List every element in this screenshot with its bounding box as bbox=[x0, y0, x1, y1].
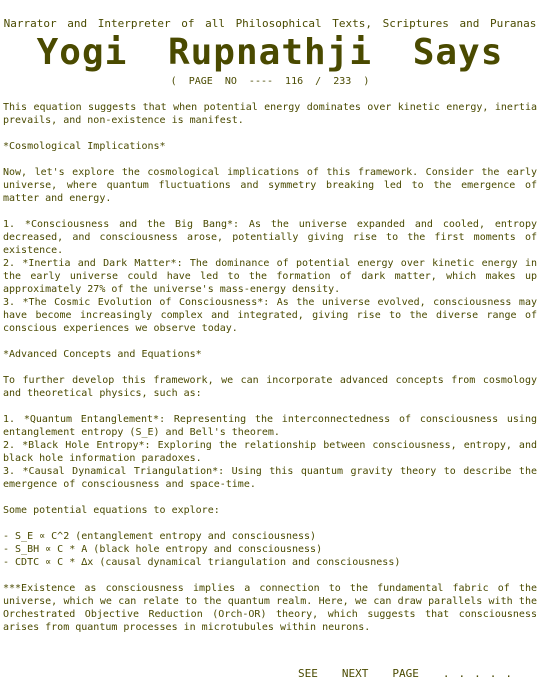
paragraph: Some potential equations to explore: bbox=[3, 505, 220, 516]
paragraph: This equation suggests that when potential energy dominates over kinetic energy, inertia prevails, and non-existence is manifest. bbox=[3, 102, 537, 126]
paragraph: ***Existence as consciousness implies a connection to the fundamental fabric of the universe, which we can relate to the quantum realm. Here, we can draw parallels with the Orchestrated Objective Reduction (Orch-OR) theory, which suggests that consciousness arises from quantum processes in microtubules within neurons. bbox=[3, 583, 537, 633]
section-heading: *Cosmological Implications* bbox=[3, 141, 166, 152]
equation-item: - S_E ∝ C^2 (entanglement entropy and consciousness) bbox=[3, 531, 317, 542]
list-item: 2. *Black Hole Entropy*: Exploring the relationship between consciousness, entropy, and black hole information paradoxes. bbox=[3, 440, 537, 464]
footer-nav bbox=[298, 667, 538, 680]
paragraph: To further develop this framework, we can incorporate advanced concepts from cosmology and theoretical physics, such as: bbox=[3, 375, 537, 399]
equation-item: - S_BH ∝ C * A (black hole entropy and consciousness) bbox=[3, 544, 323, 555]
page-indicator: ( PAGE NO ---- 116 / 233 ) bbox=[170, 76, 370, 87]
see-label: SEE bbox=[298, 667, 318, 680]
header-subtitle: Narrator and Interpreter of all Philosophical Texts, Scriptures and Puranas bbox=[3, 17, 537, 30]
page-label: PAGE bbox=[392, 667, 419, 680]
list-item: 1. *Quantum Entanglement*: Representing the interconnectedness of consciousness using entanglement entropy (S_E) and Bell's theorem. bbox=[3, 414, 537, 438]
list-item: 3. *The Cosmic Evolution of Consciousness*: As the universe evolved, consciousness may have become increasingly complex and integrated, giving rise to the diverse range of conscious experiences we observe today. bbox=[3, 297, 537, 334]
list-item: 1. *Consciousness and the Big Bang*: As the universe expanded and cooled, entropy decreased, and consciousness arose, potentially giving rise to the first moments of existence. bbox=[3, 219, 537, 256]
list-item: 2. *Inertia and Dark Matter*: The dominance of potential energy over kinetic energy in the early universe could have led to the formation of dark matter, which makes up approximately 27% of the universe's mass-energy density. bbox=[3, 258, 537, 295]
paragraph: Now, let's explore the cosmological implications of this framework. Consider the early universe, where quantum fluctuations and symmetry breaking led to the emergence of matter and energy. bbox=[3, 167, 537, 204]
list-item: 3. *Causal Dynamical Triangulation*: Using this quantum gravity theory to describe the emergence of consciousness and space-time. bbox=[3, 466, 537, 490]
document-body bbox=[3, 101, 537, 634]
continuation-dots: ..... bbox=[442, 667, 521, 680]
next-page-link[interactable]: NEXT bbox=[341, 667, 369, 680]
section-heading: *Advanced Concepts and Equations* bbox=[3, 349, 202, 360]
equation-item: - CDTC ∝ C * ∆x (causal dynamical triangulation and consciousness) bbox=[3, 557, 401, 568]
page-title: Yogi Rupnathji Says bbox=[36, 32, 504, 73]
